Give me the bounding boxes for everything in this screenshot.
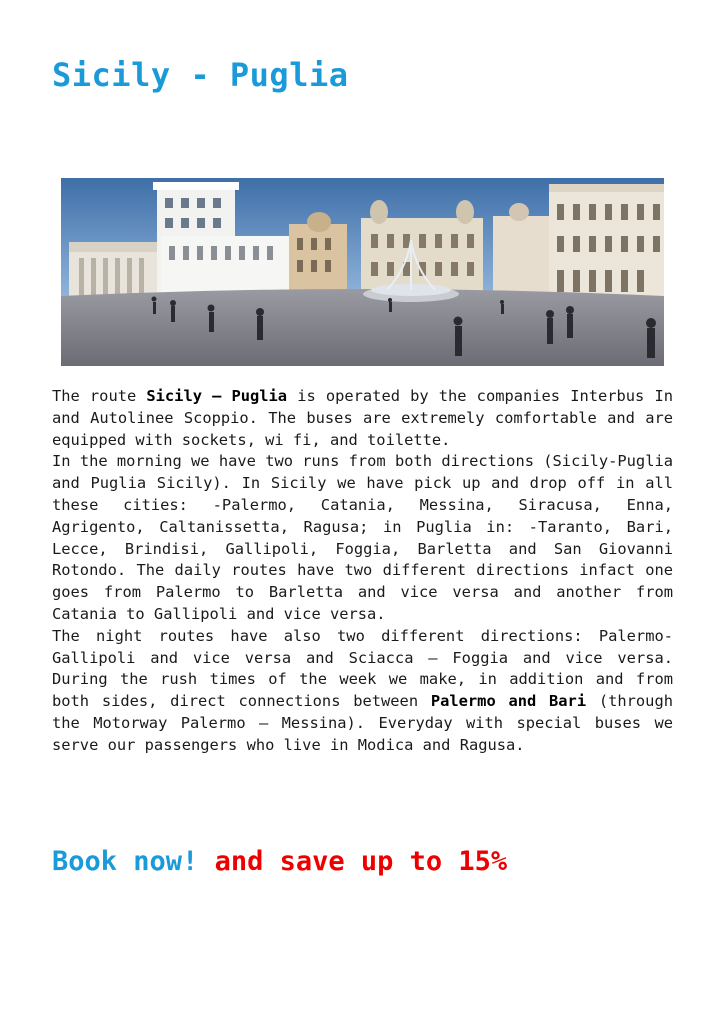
booking-call-to-action[interactable] bbox=[52, 846, 507, 877]
paragraph-night-routes: The night routes have also two different directions: Palermo-Gallipoli and vice versa and Sciacca – Foggia and vice versa. During the rush times of the week we make, in addition and from both sides, direct connections between Palermo and Bari (through the Motorway Palermo – Messina). Everyday with special buses we serve our passengers who live in Modica and Ragusa. bbox=[52, 626, 673, 754]
route-name: Sicily – Puglia bbox=[146, 387, 288, 405]
panorama-image bbox=[61, 178, 664, 366]
connection-name: Palermo and Bari bbox=[430, 692, 587, 711]
discount-text: and save up to 15% bbox=[214, 846, 508, 877]
paragraph-operators: The route Sicily – Puglia is operated by the companies Interbus In and Autolinee Scoppio. The buses are extremely comfortable and are equipped with sockets, wi fi, and toilette. bbox=[52, 387, 673, 449]
book-now-text[interactable]: Book now! bbox=[52, 846, 199, 877]
article-body bbox=[52, 386, 673, 757]
paragraph-morning-runs: In the morning we have two runs from both directions (Sicily-Puglia and Puglia Sicily). In Sicily we have pick up and drop off in all these cities: -Palermo, Catania, Messina, Siracusa, Enna, Agrigento, Caltanissetta, Ragusa; in Puglia in: -Taranto, Bari, Lecce, Brindisi, Gallipoli, Foggia, Barletta and San Giovanni Rotondo. The daily routes have two different directions infact one goes from Palermo to Barletta and vice versa and another from Catania to Gallipoli and vice versa. bbox=[52, 452, 673, 623]
page-title: Sicily - Puglia bbox=[52, 56, 349, 94]
